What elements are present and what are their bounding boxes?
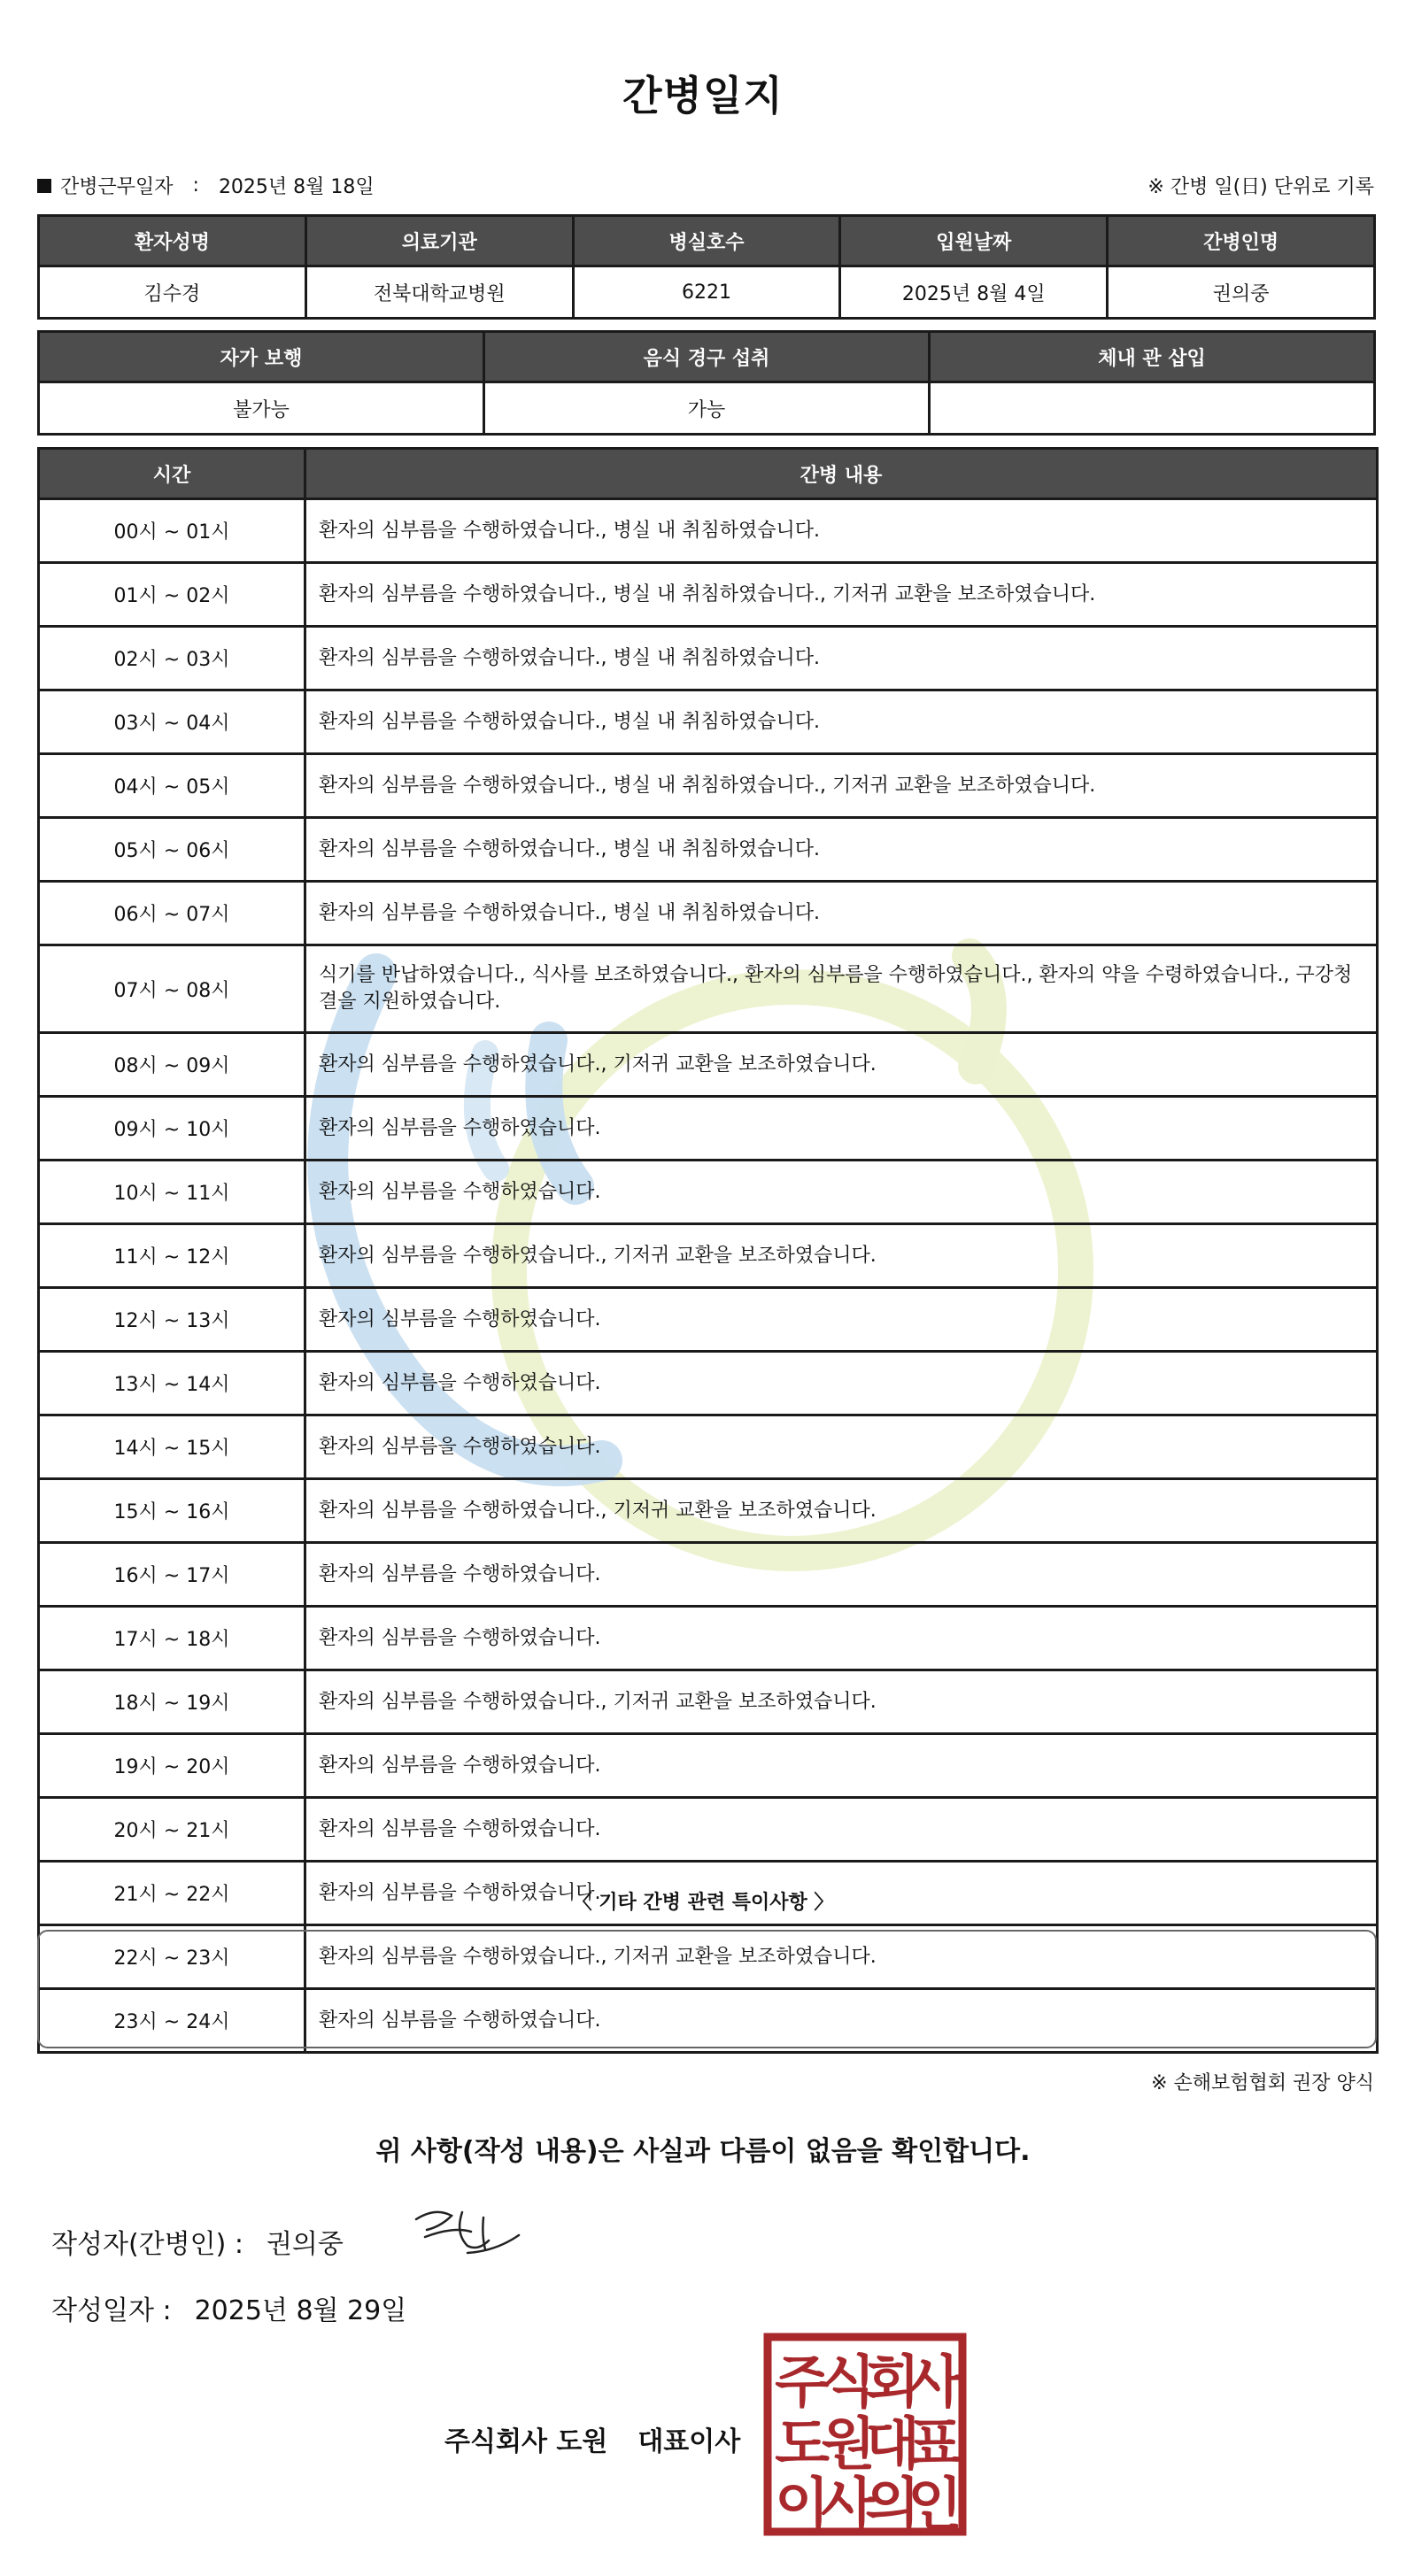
svg-text:도: 도 [775,2412,830,2478]
log-content: 환자의 심부름을 수행하였습니다. [305,1352,1378,1415]
log-content: 환자의 심부름을 수행하였습니다. [305,1288,1378,1352]
patient-status-table [37,330,1376,436]
company-seal-stamp [763,2333,967,2536]
log-time: 18시 ~ 19시 [39,1670,305,1734]
table-row [39,627,1378,690]
svg-text:식: 식 [821,2350,876,2416]
log-time: 08시 ~ 09시 [39,1033,305,1097]
work-date-value: 2025년 8월 18일 [218,176,375,198]
log-time: 12시 ~ 13시 [39,1288,305,1352]
log-content: 환자의 심부름을 수행하였습니다., 병실 내 취침하였습니다., 기저귀 교환을 보조하였습니다. [305,754,1378,818]
work-date-line [37,172,375,199]
confirmation-statement: 위 사항(작성 내용)은 사실과 다름이 없음을 확인합니다. [375,2136,1031,2167]
table-row [39,818,1378,882]
table-row [39,499,1378,563]
log-header-row [39,449,1378,499]
writer-name: 권의중 [266,2229,344,2260]
header-admission-date: 입원날짜 [840,216,1108,266]
log-content: 환자의 심부름을 수행하였습니다. [305,1798,1378,1862]
table-row [39,1479,1378,1543]
room-number: 6221 [573,266,840,319]
svg-text:사: 사 [908,2350,962,2416]
hourly-care-log-table [37,447,1379,2054]
table-row [39,1097,1378,1161]
log-content: 환자의 심부름을 수행하였습니다. [305,1862,1378,1925]
svg-text:이: 이 [775,2472,830,2536]
log-time: 09시 ~ 10시 [39,1097,305,1161]
table-row [39,754,1378,818]
log-time: 20시 ~ 21시 [39,1798,305,1862]
record-unit-note: ※ 간병 일(日) 단위로 기록 [1147,176,1374,198]
self-walking-value: 불가능 [39,382,484,435]
log-content: 환자의 심부름을 수행하였습니다. [305,1607,1378,1670]
log-time: 10시 ~ 11시 [39,1161,305,1224]
table-row [39,1607,1378,1670]
log-rows [39,499,1378,2053]
oral-intake-value: 가능 [484,382,930,435]
log-time: 05시 ~ 06시 [39,818,305,882]
log-content: 환자의 심부름을 수행하였습니다., 병실 내 취침하였습니다. [305,690,1378,754]
log-time: 23시 ~ 24시 [39,1989,305,2053]
svg-text:주: 주 [775,2350,830,2416]
log-time: 19시 ~ 20시 [39,1734,305,1798]
log-time: 17시 ~ 18시 [39,1607,305,1670]
table-row [39,1224,1378,1288]
log-time: 16시 ~ 17시 [39,1543,305,1607]
log-time: 14시 ~ 15시 [39,1415,305,1479]
work-date-separator: : [192,174,199,197]
log-content: 환자의 심부름을 수행하였습니다., 병실 내 취침하였습니다. [305,882,1378,945]
table-row [39,1288,1378,1352]
page-title: 간병일지 [622,72,784,120]
hospital-name: 전북대학교병원 [305,266,573,319]
log-time: 15시 ~ 16시 [39,1479,305,1543]
svg-text:대: 대 [865,2412,920,2478]
table-row [39,563,1378,627]
table-row [39,1543,1378,1607]
special-notes-label: 〈 기타 간병 관련 특이사항 〉 [572,1892,834,1914]
company-name: 주식회사 도원 [444,2426,608,2457]
log-time: 04시 ~ 05시 [39,754,305,818]
svg-text:의: 의 [865,2472,920,2536]
header-self-walking: 자가 보행 [39,332,484,382]
log-content: 식기를 반납하였습니다., 식사를 보조하였습니다., 환자의 심부름을 수행하였습니다., 환자의 약을 수령하였습니다., 구강청결을 지원하였습니다. [305,945,1378,1033]
tube-insertion-value [930,382,1375,435]
recommended-form-note: ※ 손해보험협회 권장 양식 [1151,2072,1374,2094]
log-content: 환자의 심부름을 수행하였습니다., 병실 내 취침하였습니다. [305,499,1378,563]
handwritten-signature [409,2200,524,2262]
header-hospital: 의료기관 [305,216,573,266]
log-content: 환자의 심부름을 수행하였습니다. [305,1543,1378,1607]
log-content: 환자의 심부름을 수행하였습니다. [305,1734,1378,1798]
log-content: 환자의 심부름을 수행하였습니다., 병실 내 취침하였습니다. [305,627,1378,690]
svg-text:표: 표 [908,2412,962,2478]
patient-info-table [37,214,1376,320]
table-row [39,1161,1378,1224]
table-row [39,1033,1378,1097]
company-line [444,2419,740,2458]
header-time: 시간 [39,449,305,499]
table-row [39,690,1378,754]
log-content: 환자의 심부름을 수행하였습니다., 기저귀 교환을 보조하였습니다. [305,1033,1378,1097]
writer-label: 작성자(간병인) : [51,2229,243,2260]
table-row [39,1352,1378,1415]
log-time: 06시 ~ 07시 [39,882,305,945]
log-time: 13시 ~ 14시 [39,1352,305,1415]
log-content: 환자의 심부름을 수행하였습니다., 기저귀 교환을 보조하였습니다. [305,1224,1378,1288]
log-time: 11시 ~ 12시 [39,1224,305,1288]
svg-text:원: 원 [821,2412,876,2478]
table-row [39,1734,1378,1798]
log-time: 22시 ~ 23시 [39,1925,305,1989]
header-room-number: 병실호수 [573,216,840,266]
log-content: 환자의 심부름을 수행하였습니다., 기저귀 교환을 보조하였습니다. [305,1670,1378,1734]
svg-text:인: 인 [908,2472,962,2536]
log-content: 환자의 심부름을 수행하였습니다. [305,1989,1378,2053]
table-row [39,882,1378,945]
log-time: 07시 ~ 08시 [39,945,305,1033]
special-notes-box [37,1930,1377,2048]
patient-info-header-row [39,216,1375,266]
svg-text:사: 사 [821,2472,876,2536]
writer-line [51,2222,344,2261]
patient-info-value-row [39,266,1375,319]
header-patient-name: 환자성명 [39,216,306,266]
patient-name: 김수경 [39,266,306,319]
log-time: 02시 ~ 03시 [39,627,305,690]
log-content: 환자의 심부름을 수행하였습니다. [305,1097,1378,1161]
status-value-row [39,382,1375,435]
table-row [39,945,1378,1033]
work-date-label: 간병근무일자 [60,176,174,198]
header-tube-insertion: 체내 관 삽입 [930,332,1375,382]
admission-date: 2025년 8월 4일 [840,266,1108,319]
table-row [39,1670,1378,1734]
log-content: 환자의 심부름을 수행하였습니다., 기저귀 교환을 보조하였습니다. [305,1925,1378,1989]
square-bullet-icon [37,179,51,193]
table-row [39,1798,1378,1862]
log-content: 환자의 심부름을 수행하였습니다., 기저귀 교환을 보조하였습니다. [305,1479,1378,1543]
log-time: 21시 ~ 22시 [39,1862,305,1925]
status-header-row [39,332,1375,382]
written-date-line [51,2288,406,2327]
svg-text:회: 회 [865,2350,920,2416]
written-date-label: 작성일자 : [51,2295,172,2326]
caregiver-name: 권의중 [1108,266,1375,319]
header-oral-intake: 음식 경구 섭취 [484,332,930,382]
log-content: 환자의 심부름을 수행하였습니다. [305,1415,1378,1479]
header-care-content: 간병 내용 [305,449,1378,499]
log-content: 환자의 심부름을 수행하였습니다., 병실 내 취침하였습니다., 기저귀 교환을 보조하였습니다. [305,563,1378,627]
log-content: 환자의 심부름을 수행하였습니다., 병실 내 취침하였습니다. [305,818,1378,882]
table-row [39,1415,1378,1479]
header-caregiver-name: 간병인명 [1108,216,1375,266]
written-date-value: 2025년 8월 29일 [194,2295,407,2326]
log-time: 03시 ~ 04시 [39,690,305,754]
log-time: 01시 ~ 02시 [39,563,305,627]
log-content: 환자의 심부름을 수행하였습니다. [305,1161,1378,1224]
log-time: 00시 ~ 01시 [39,499,305,563]
company-representative-title: 대표이사 [637,2426,741,2457]
